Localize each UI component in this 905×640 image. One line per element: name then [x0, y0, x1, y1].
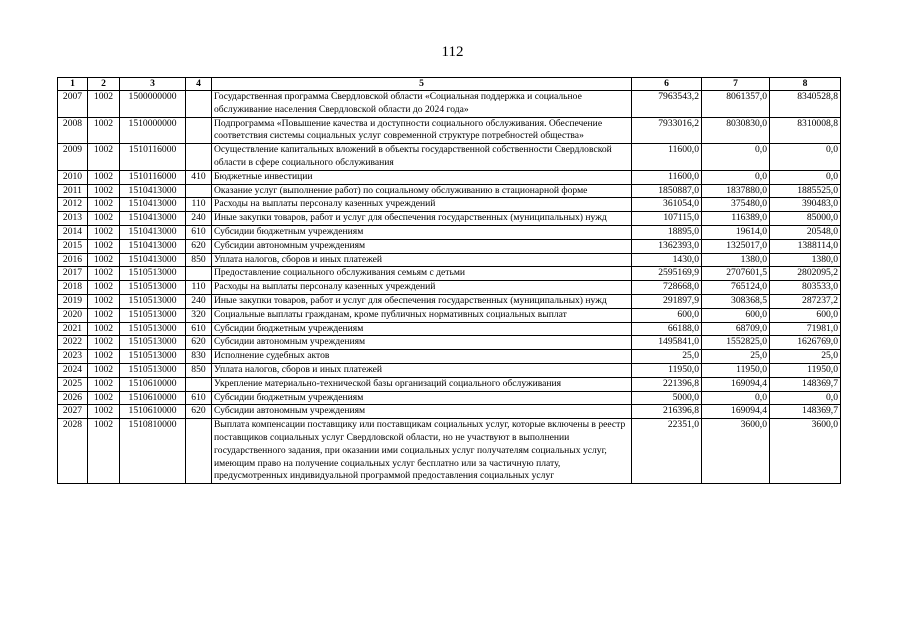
table-row — [58, 239, 841, 253]
amount-year3-cell: 71981,0 — [770, 322, 841, 336]
row-number-cell: 2026 — [58, 391, 88, 405]
expense-type-cell — [186, 267, 212, 281]
amount-year3-cell: 2802095,2 — [770, 267, 841, 281]
section-code-cell: 1002 — [88, 267, 120, 281]
target-article-cell: 1510116000 — [120, 144, 186, 171]
target-article-cell: 1510413000 — [120, 253, 186, 267]
row-number-cell: 2021 — [58, 322, 88, 336]
target-article-cell: 1510513000 — [120, 308, 186, 322]
amount-year2-cell: 8061357,0 — [702, 91, 770, 118]
amount-year1-cell: 1495841,0 — [632, 336, 702, 350]
table-row — [58, 225, 841, 239]
section-code-cell: 1002 — [88, 308, 120, 322]
column-header: 4 — [186, 78, 212, 91]
item-name-cell: Оказание услуг (выполнение работ) по социальному обслуживанию в стационарной форме — [212, 184, 632, 198]
section-code-cell: 1002 — [88, 170, 120, 184]
target-article-cell: 1510116000 — [120, 170, 186, 184]
target-article-cell: 1510413000 — [120, 184, 186, 198]
row-number-cell: 2011 — [58, 184, 88, 198]
amount-year3-cell: 11950,0 — [770, 363, 841, 377]
section-code-cell: 1002 — [88, 322, 120, 336]
amount-year3-cell: 85000,0 — [770, 212, 841, 226]
item-name-cell: Бюджетные инвестиции — [212, 170, 632, 184]
expense-type-cell: 620 — [186, 336, 212, 350]
row-number-cell: 2007 — [58, 91, 88, 118]
amount-year1-cell: 22351,0 — [632, 419, 702, 484]
expense-type-cell: 240 — [186, 294, 212, 308]
amount-year2-cell: 1552825,0 — [702, 336, 770, 350]
expense-type-cell — [186, 184, 212, 198]
table-row — [58, 198, 841, 212]
row-number-cell: 2020 — [58, 308, 88, 322]
amount-year1-cell: 1430,0 — [632, 253, 702, 267]
table-row — [58, 253, 841, 267]
row-number-cell: 2023 — [58, 350, 88, 364]
amount-year1-cell: 291897,9 — [632, 294, 702, 308]
amount-year2-cell: 3600,0 — [702, 419, 770, 484]
table-row — [58, 281, 841, 295]
item-name-cell: Субсидии автономным учреждениям — [212, 336, 632, 350]
column-header: 3 — [120, 78, 186, 91]
section-code-cell: 1002 — [88, 405, 120, 419]
amount-year1-cell: 1850887,0 — [632, 184, 702, 198]
section-code-cell: 1002 — [88, 239, 120, 253]
column-header: 5 — [212, 78, 632, 91]
target-article-cell: 1510513000 — [120, 350, 186, 364]
amount-year1-cell: 216396,8 — [632, 405, 702, 419]
amount-year2-cell: 0,0 — [702, 391, 770, 405]
amount-year3-cell: 8340528,8 — [770, 91, 841, 118]
expense-type-cell: 620 — [186, 239, 212, 253]
expense-type-cell: 240 — [186, 212, 212, 226]
amount-year2-cell: 600,0 — [702, 308, 770, 322]
target-article-cell: 1510513000 — [120, 363, 186, 377]
row-number-cell: 2018 — [58, 281, 88, 295]
expense-type-cell — [186, 117, 212, 144]
target-article-cell: 1510413000 — [120, 212, 186, 226]
amount-year3-cell: 600,0 — [770, 308, 841, 322]
amount-year3-cell: 0,0 — [770, 144, 841, 171]
row-number-cell: 2025 — [58, 377, 88, 391]
row-number-cell: 2017 — [58, 267, 88, 281]
expense-type-cell: 620 — [186, 405, 212, 419]
row-number-cell: 2015 — [58, 239, 88, 253]
section-code-cell: 1002 — [88, 336, 120, 350]
amount-year2-cell: 1837880,0 — [702, 184, 770, 198]
target-article-cell: 1510413000 — [120, 225, 186, 239]
target-article-cell: 1510610000 — [120, 377, 186, 391]
amount-year2-cell: 169094,4 — [702, 405, 770, 419]
section-code-cell: 1002 — [88, 253, 120, 267]
item-name-cell: Расходы на выплаты персоналу казенных учреждений — [212, 198, 632, 212]
item-name-cell: Социальные выплаты гражданам, кроме публичных нормативных социальных выплат — [212, 308, 632, 322]
item-name-cell: Выплата компенсации поставщику или поставщикам социальных услуг, которые включены в реестр поставщиков социальных услуг Свердловской области, но не участвуют в выполнении государственного задания, при оказании ими социальных услуг получателям социальных услуг, имеющим право на получение социальных услуг бесплатно или за частичную плату, предусмотренных индивидуальной программой предоставления социальных услуг — [212, 419, 632, 484]
expense-type-cell — [186, 91, 212, 118]
section-code-cell: 1002 — [88, 294, 120, 308]
amount-year2-cell: 0,0 — [702, 144, 770, 171]
amount-year3-cell: 8310008,8 — [770, 117, 841, 144]
item-name-cell: Подпрограмма «Повышение качества и доступности социального обслуживания. Обеспечение соответствия системы социальных услуг современной структуре потребностей общества» — [212, 117, 632, 144]
expense-type-cell: 610 — [186, 225, 212, 239]
table-row — [58, 308, 841, 322]
section-code-cell: 1002 — [88, 91, 120, 118]
amount-year2-cell: 169094,4 — [702, 377, 770, 391]
expense-type-cell: 320 — [186, 308, 212, 322]
target-article-cell: 1510610000 — [120, 391, 186, 405]
table-row — [58, 91, 841, 118]
amount-year3-cell: 148369,7 — [770, 405, 841, 419]
table-row — [58, 377, 841, 391]
amount-year2-cell: 1380,0 — [702, 253, 770, 267]
table-row — [58, 294, 841, 308]
column-header: 1 — [58, 78, 88, 91]
row-number-cell: 2009 — [58, 144, 88, 171]
target-article-cell: 1510513000 — [120, 267, 186, 281]
item-name-cell: Осуществление капитальных вложений в объекты государственной собственности Свердловской области в сфере социального обслуживания — [212, 144, 632, 171]
amount-year2-cell: 25,0 — [702, 350, 770, 364]
target-article-cell: 1510810000 — [120, 419, 186, 484]
amount-year3-cell: 287237,2 — [770, 294, 841, 308]
amount-year1-cell: 221396,8 — [632, 377, 702, 391]
section-code-cell: 1002 — [88, 225, 120, 239]
column-header: 8 — [770, 78, 841, 91]
amount-year3-cell: 20548,0 — [770, 225, 841, 239]
amount-year1-cell: 18895,0 — [632, 225, 702, 239]
item-name-cell: Уплата налогов, сборов и иных платежей — [212, 363, 632, 377]
budget-table — [57, 77, 841, 484]
item-name-cell: Субсидии бюджетным учреждениям — [212, 391, 632, 405]
amount-year1-cell: 728668,0 — [632, 281, 702, 295]
column-header: 6 — [632, 78, 702, 91]
expense-type-cell — [186, 419, 212, 484]
section-code-cell: 1002 — [88, 377, 120, 391]
table-row — [58, 144, 841, 171]
row-number-cell: 2027 — [58, 405, 88, 419]
item-name-cell: Предоставление социального обслуживания семьям с детьми — [212, 267, 632, 281]
amount-year2-cell: 11950,0 — [702, 363, 770, 377]
table-row — [58, 267, 841, 281]
target-article-cell: 1510513000 — [120, 336, 186, 350]
table-row — [58, 336, 841, 350]
expense-type-cell — [186, 144, 212, 171]
column-header: 2 — [88, 78, 120, 91]
table-row — [58, 405, 841, 419]
table-row — [58, 350, 841, 364]
amount-year1-cell: 1362393,0 — [632, 239, 702, 253]
section-code-cell: 1002 — [88, 363, 120, 377]
amount-year1-cell: 11600,0 — [632, 144, 702, 171]
section-code-cell: 1002 — [88, 391, 120, 405]
expense-type-cell: 610 — [186, 322, 212, 336]
expense-type-cell: 110 — [186, 281, 212, 295]
amount-year1-cell: 361054,0 — [632, 198, 702, 212]
amount-year1-cell: 11950,0 — [632, 363, 702, 377]
page-number: 112 — [441, 44, 464, 60]
row-number-cell: 2014 — [58, 225, 88, 239]
target-article-cell: 1510000000 — [120, 117, 186, 144]
table-header-row — [58, 78, 841, 91]
expense-type-cell — [186, 377, 212, 391]
amount-year3-cell: 3600,0 — [770, 419, 841, 484]
section-code-cell: 1002 — [88, 419, 120, 484]
target-article-cell: 1500000000 — [120, 91, 186, 118]
item-name-cell: Иные закупки товаров, работ и услуг для обеспечения государственных (муниципальных) нужд — [212, 212, 632, 226]
table-row — [58, 391, 841, 405]
section-code-cell: 1002 — [88, 281, 120, 295]
amount-year3-cell: 390483,0 — [770, 198, 841, 212]
amount-year2-cell: 1325017,0 — [702, 239, 770, 253]
section-code-cell: 1002 — [88, 117, 120, 144]
table-body — [58, 91, 841, 484]
table-row — [58, 212, 841, 226]
target-article-cell: 1510610000 — [120, 405, 186, 419]
expense-type-cell: 410 — [186, 170, 212, 184]
amount-year2-cell: 8030830,0 — [702, 117, 770, 144]
table-row — [58, 117, 841, 144]
amount-year1-cell: 25,0 — [632, 350, 702, 364]
amount-year3-cell: 25,0 — [770, 350, 841, 364]
amount-year3-cell: 0,0 — [770, 391, 841, 405]
amount-year2-cell: 68709,0 — [702, 322, 770, 336]
amount-year3-cell: 1380,0 — [770, 253, 841, 267]
amount-year3-cell: 803533,0 — [770, 281, 841, 295]
amount-year1-cell: 107115,0 — [632, 212, 702, 226]
item-name-cell: Субсидии автономным учреждениям — [212, 239, 632, 253]
item-name-cell: Уплата налогов, сборов и иных платежей — [212, 253, 632, 267]
target-article-cell: 1510413000 — [120, 198, 186, 212]
amount-year1-cell: 2595169,9 — [632, 267, 702, 281]
amount-year3-cell: 1626769,0 — [770, 336, 841, 350]
section-code-cell: 1002 — [88, 212, 120, 226]
amount-year1-cell: 5000,0 — [632, 391, 702, 405]
amount-year2-cell: 308368,5 — [702, 294, 770, 308]
row-number-cell: 2016 — [58, 253, 88, 267]
amount-year1-cell: 11600,0 — [632, 170, 702, 184]
amount-year3-cell: 148369,7 — [770, 377, 841, 391]
item-name-cell: Иные закупки товаров, работ и услуг для обеспечения государственных (муниципальных) нужд — [212, 294, 632, 308]
item-name-cell: Субсидии бюджетным учреждениям — [212, 322, 632, 336]
target-article-cell: 1510513000 — [120, 294, 186, 308]
table-row — [58, 322, 841, 336]
row-number-cell: 2024 — [58, 363, 88, 377]
table-row — [58, 419, 841, 484]
section-code-cell: 1002 — [88, 144, 120, 171]
item-name-cell: Укрепление материально-технической базы организаций социального обслуживания — [212, 377, 632, 391]
amount-year2-cell: 765124,0 — [702, 281, 770, 295]
amount-year2-cell: 19614,0 — [702, 225, 770, 239]
table-row — [58, 363, 841, 377]
expense-type-cell: 830 — [186, 350, 212, 364]
table-row — [58, 170, 841, 184]
amount-year2-cell: 0,0 — [702, 170, 770, 184]
amount-year1-cell: 600,0 — [632, 308, 702, 322]
item-name-cell: Исполнение судебных актов — [212, 350, 632, 364]
item-name-cell: Субсидии бюджетным учреждениям — [212, 225, 632, 239]
expense-type-cell: 610 — [186, 391, 212, 405]
amount-year3-cell: 1885525,0 — [770, 184, 841, 198]
row-number-cell: 2013 — [58, 212, 88, 226]
section-code-cell: 1002 — [88, 184, 120, 198]
amount-year2-cell: 375480,0 — [702, 198, 770, 212]
target-article-cell: 1510513000 — [120, 281, 186, 295]
amount-year1-cell: 7933016,2 — [632, 117, 702, 144]
amount-year1-cell: 7963543,2 — [632, 91, 702, 118]
row-number-cell: 2019 — [58, 294, 88, 308]
amount-year1-cell: 66188,0 — [632, 322, 702, 336]
expense-type-cell: 110 — [186, 198, 212, 212]
section-code-cell: 1002 — [88, 198, 120, 212]
row-number-cell: 2010 — [58, 170, 88, 184]
expense-type-cell: 850 — [186, 363, 212, 377]
row-number-cell: 2008 — [58, 117, 88, 144]
section-code-cell: 1002 — [88, 350, 120, 364]
column-header: 7 — [702, 78, 770, 91]
table-row — [58, 184, 841, 198]
amount-year2-cell: 116389,0 — [702, 212, 770, 226]
amount-year2-cell: 2707601,5 — [702, 267, 770, 281]
item-name-cell: Субсидии автономным учреждениям — [212, 405, 632, 419]
item-name-cell: Расходы на выплаты персоналу казенных учреждений — [212, 281, 632, 295]
amount-year3-cell: 1388114,0 — [770, 239, 841, 253]
expense-type-cell: 850 — [186, 253, 212, 267]
row-number-cell: 2022 — [58, 336, 88, 350]
target-article-cell: 1510413000 — [120, 239, 186, 253]
target-article-cell: 1510513000 — [120, 322, 186, 336]
amount-year3-cell: 0,0 — [770, 170, 841, 184]
row-number-cell: 2012 — [58, 198, 88, 212]
item-name-cell: Государственная программа Свердловской области «Социальная поддержка и социальное обслуживание населения Свердловской области до 2024 года» — [212, 91, 632, 118]
row-number-cell: 2028 — [58, 419, 88, 484]
